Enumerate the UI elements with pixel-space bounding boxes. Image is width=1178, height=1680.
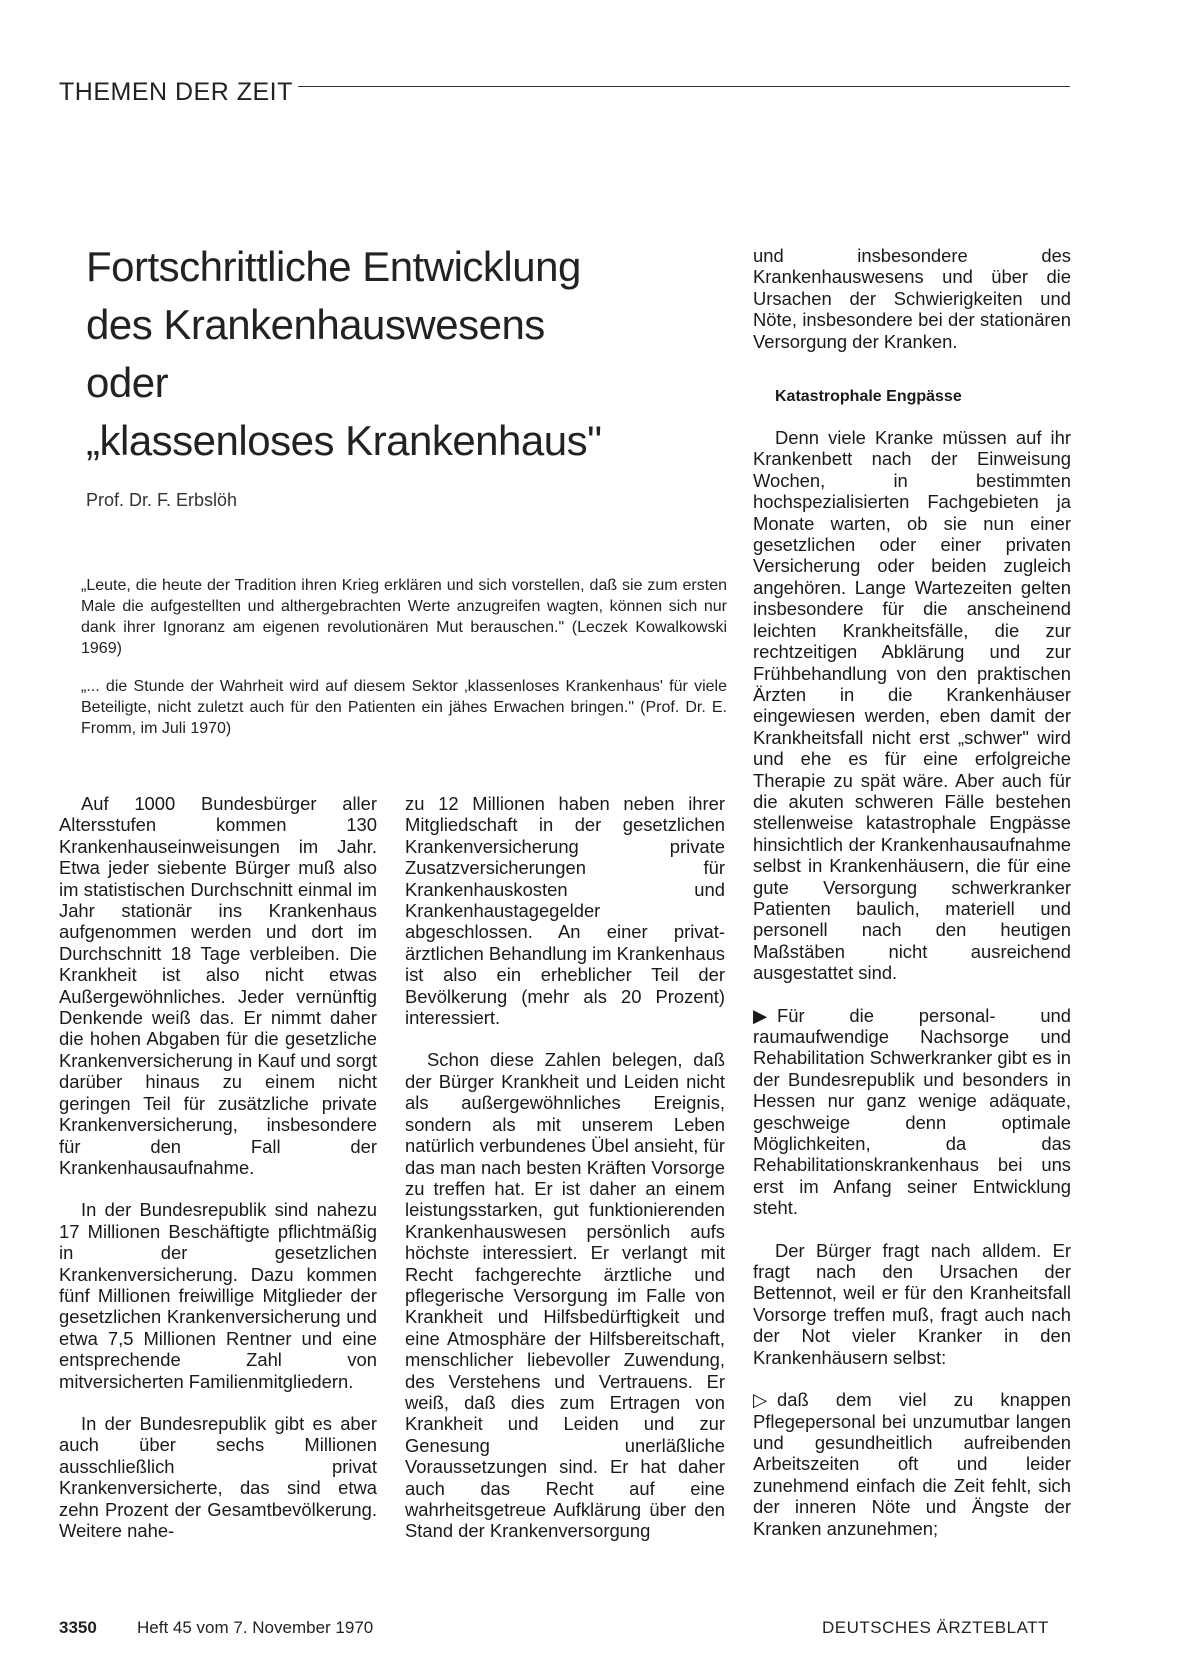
column-3 [753,245,1071,1560]
issue-info: Heft 45 vom 7. November 1970 [137,1618,374,1637]
page-number: 3350 [59,1618,97,1637]
title-line-4: „klassenloses Krankenhaus" [86,417,602,464]
bullet-text: Für die personal- und raumaufwendige Nachsorge und Rehabilitation Schwerkranker gibt es in der Bundesrepublik und besonders in Hessen nur ganz wenige adäquate, geschweige denn optimale Möglichkeiten, da das Rehabilitationskrankenhaus bei uns erst im Anfang seiner Entwicklung steht. [753,1004,1071,1219]
title-line-2: des Krankenhauswesens [86,301,545,348]
paragraph: Denn viele Kranke müssen auf ihr Krankenbett nach der Einweisung Wochen, in bestimmten hochspezialisierten Fachgebieten ja Monate warten, ob sie nun einer gesetzlichen oder einer privaten Versicherung oder beiden zugleich angehören. Lange Wartezeiten gelten insbesondere für die anscheinend leichten Krankheitsfälle, die zur rechtzeitigen Abklärung und zur Frühbehandlung von den praktischen Ärzten in die Krankenhäuser eingewiesen werden, eben damit der Krankheitsfall nicht erst „schwer" wird und ehe es für eine erfolgreiche Therapie zu spät wäre. Aber auch für die akuten schweren Fälle bestehen stellenweise katastrophale Engpässe hinsichtlich der Krankenhausaufnahme selbst in Krankenhäusern, die für eine gute Versorgung schwerkranker Patienten baulich, materiell und personell nach den heutigen Maßstäben nicht ausreichend ausgestattet sind. [753,427,1071,984]
header-rule [298,86,1070,87]
subheading: Katastrophale Engpässe [775,388,962,406]
journal-name: DEUTSCHES ÄRZTEBLATT [822,1618,1049,1637]
bullet-paragraph [753,1389,1071,1539]
column-1 [59,793,377,1562]
paragraph: Schon diese Zahlen belegen, daß der Bürger Krankheit und Leiden nicht als außergewöhnliches Ereignis, sondern als mit unserem Leben natürlich verbundenes Übel ansieht, für das man nach besten Kräften Vorsorge zu treffen hat. Er ist daher an einem leistungsstarken, gut funktionierenden Krankenhauswesen persönlich aufs höchste interessiert. Er verlangt mit Recht fachgerechte ärztliche und pflegerische Versorgung im Falle von Krankheit und Hilfsbedürftigkeit und eine Atmosphäre der Hilfsbereitschaft, menschlicher liebevoller Zuwendung, des Verstehens und Vertrauens. Er weiß, daß dies zum Ertragen von Krankheit und Leiden und zur Genesung unerläßliche Voraussetzungen sind. Er hat daher auch das Recht auf eine wahrheitsgetreue Aufklärung über den Stand der Krankenversorgung [405,1049,725,1542]
column-2 [405,793,725,1563]
title-line-1: Fortschrittliche Entwicklung [86,243,581,290]
bullet-text: daß dem viel zu knappen Pflegepersonal bei unzumutbar langen und gesundheitlich aufreibenden Arbeitszeiten oft und leider zunehmend einfach die Zeit fehlt, sich der inneren Nöte und Ängste der Kranken anzunehmen; [753,1389,1071,1539]
paragraph: In der Bundesrepublik sind nahezu 17 Millionen Beschäftigte pflichtmäßig in der gesetzlichen Krankenversicherung. Dazu kommen fünf Millionen freiwillige Mitglieder der gesetzlichen Krankenversicherung und etwa 7,5 Millionen Rentner und eine entsprechende Zahl von mitversicherten Familienmitgliedern. [59,1199,377,1392]
paragraph: In der Bundesrepublik gibt es aber auch über sechs Millionen ausschließlich privat Krankenversicherte, das sind etwa zehn Prozent der Gesamtbevölkerung. Weitere nahe- [59,1412,377,1541]
bullet-hollow-arrow-icon: ▷ [753,1389,768,1411]
paragraph: und insbesondere des Krankenhauswesens und über die Ursachen der Schwierigkeiten und Nöte, insbesondere bei der stationären Versorgung der Kranken. [753,245,1071,352]
epigraph-quote-2: „... die Stunde der Wahrheit wird auf diesem Sektor ‚klassenloses Krankenhaus' für viele Beteiligte, nicht zuletzt auch für den Patienten ein jähes Erwachen bringen." (Prof. Dr. E. Fromm, im Juli 1970) [81,678,727,737]
section-header: THEMEN DER ZEIT [59,78,293,106]
author: Prof. Dr. F. Erbslöh [86,490,238,510]
bullet-arrow-icon: ▶ [753,1004,768,1026]
paragraph: Auf 1000 Bundesbürger aller Altersstufen kommen 130 Krankenhauseinweisungen im Jahr. Etwa jeder siebente Bürger muß also im statistischen Durchschnitt einmal im Jahr stationär ins Krankenhaus aufgenommen werden und dort im Durchschnitt 18 Tage verbleiben. Die Krankheit ist also nicht etwas Außergewöhnliches. Jeder vernünftig Denkende weiß das. Er nimmt daher die hohen Abgaben für die gesetzliche Krankenversicherung in Kauf und sorgt darüber hinaus zu einem nicht geringen Teil für zusätzliche private Krankenversicherung, insbesondere für den Fall der Krankenhausaufnahme. [59,793,377,1178]
paragraph: zu 12 Millionen haben neben ihrer Mitgliedschaft in der gesetzlichen Krankenversicherung private Zusatzversicherungen für Krankenhauskosten und Krankenhaustagegelder abgeschlossen. An einer privat-ärztlichen Behandlung im Krankenhaus ist also ein erheblicher Teil der Bevölkerung (mehr als 20 Prozent) interessiert. [405,793,725,1029]
paragraph: Der Bürger fragt nach alldem. Er fragt nach den Ursachen der Bettennot, weil er für den Kranheitsfall Vorsorge treffen muß, fragt auch nach der Not vieler Kranker in den Krankenhäusern selbst: [753,1239,1071,1368]
title-line-3: oder [86,359,169,406]
epigraph-quote-1: „Leute, die heute der Tradition ihren Krieg erklären und sich vorstellen, daß sie zum ersten Male die aufgestellten und althergebrachten Werte anzugreifen wagten, können sich nur dank ihrer Ignoranz am eigenen revolutionären Mut berauschen." (Leczek Kowalkowski 1969) [81,577,727,657]
article-title [86,238,726,470]
bullet-paragraph [753,1005,1071,1219]
